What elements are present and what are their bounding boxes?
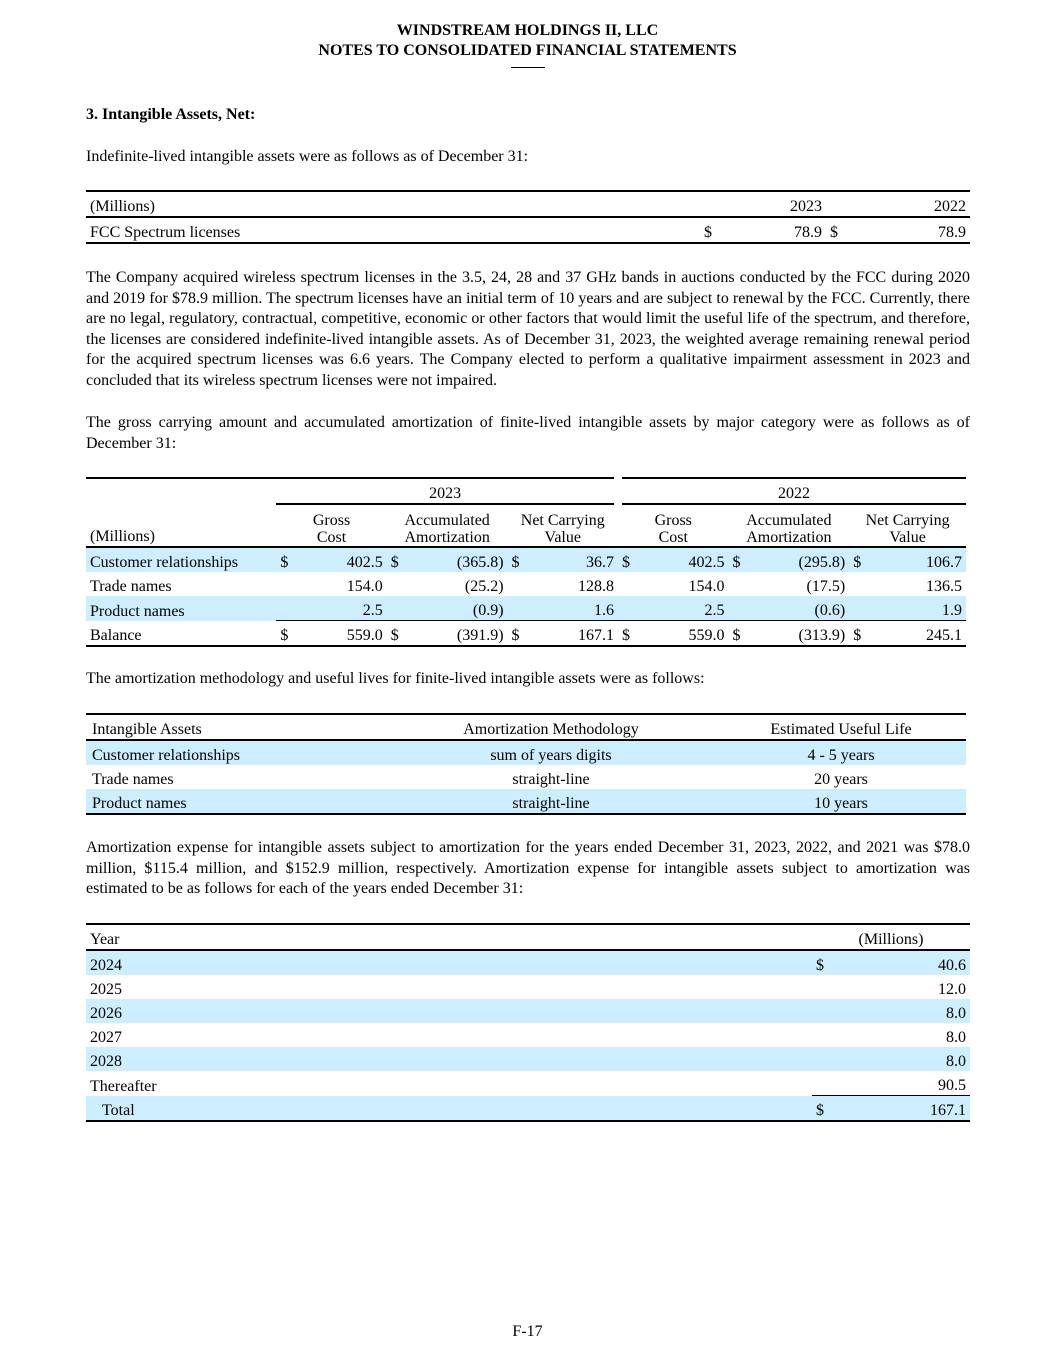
table-row: Customer relationships sum of years digits 4 - 5 years (86, 740, 966, 765)
finite-lived-assets-table (86, 477, 966, 647)
row-label: Balance (86, 621, 276, 647)
document-header (0, 21, 1055, 68)
table-header-row (86, 714, 966, 740)
header-intangible-assets: Intangible Assets (86, 714, 386, 740)
document-subtitle: NOTES TO CONSOLIDATED FINANCIAL STATEMENTS (318, 42, 737, 59)
year-header-row (86, 478, 966, 504)
table-row: Thereafter 90.5 (86, 1071, 970, 1096)
row-label: Customer relationships (86, 547, 276, 572)
accumulated-amortization-header: Accumulated Amortization (387, 504, 508, 547)
gross-cost-header: Gross Cost (618, 504, 728, 547)
unit-label: (Millions) (86, 191, 700, 217)
header-divider (511, 67, 545, 68)
section-title: 3. Intangible Assets, Net: (86, 106, 256, 123)
header-millions: (Millions) (812, 924, 970, 950)
accumulated-amortization-header: Accumulated Amortization (728, 504, 849, 547)
year-2022-header: 2022 (848, 191, 970, 217)
column-header-row (86, 504, 966, 547)
year-2023-header: 2023 (722, 191, 826, 217)
header-year: Year (86, 924, 812, 950)
row-label: Product names (86, 596, 276, 621)
table-row: 2025 12.0 (90, 981, 966, 998)
balance-row: Balance $ 559.0 $ (391.9) $ 167.1 $ 559.0 $ (313.9) $ 245.1 (86, 621, 966, 647)
net-carrying-value-header: Net Carrying Value (849, 504, 966, 547)
finite-lived-paragraph: The gross carrying amount and accumulated amortization of finite-lived intangible assets by major category were as follows as of December 31: (86, 414, 970, 452)
table-row: Product names straight-line 10 years (86, 789, 966, 814)
table-row: 2028 8.0 (86, 1047, 970, 1071)
estimated-amortization-table (86, 923, 970, 1122)
table-header-row (86, 191, 970, 217)
page-number: F-17 (512, 1323, 543, 1340)
currency-symbol: $ (826, 217, 848, 243)
year-2023-header: 2023 (276, 478, 618, 504)
methodology-paragraph: The amortization methodology and useful lives for finite-lived intangible assets were as follows: (86, 670, 705, 687)
table-row: Trade names straight-line 20 years (92, 771, 868, 788)
table-row: 2024 $ 40.6 (86, 950, 970, 975)
spectrum-paragraph: The Company acquired wireless spectrum licenses in the 3.5, 24, 28 and 37 GHz bands in auctions conducted by the FCC during 2020 and 2019 for $78.9 million. The spectrum licenses have an initial term of 10 years and are subject to renewal by the FCC. Currently, there are no legal, regulatory, contractual, competitive, economic or other factors that would limit the useful life of the spectrum, and therefore, the licenses are considered indefinite-lived intangible assets. As of December 31, 2023, the weighted average remaining renewal period for the acquired spectrum licenses was 6.6 years. The Company elected to perform a qualitative impairment assessment in 2023 and concluded that its wireless spectrum licenses were not impaired. (86, 269, 970, 389)
table-row (86, 217, 970, 243)
net-carrying-value-header: Net Carrying Value (508, 504, 618, 547)
table-row: Trade names 154.0 (25.2) 128.8 154.0 (17.5) 136.5 (86, 572, 966, 596)
company-name: WINDSTREAM HOLDINGS II, LLC (396, 22, 659, 39)
amortization-methodology-table (86, 713, 966, 815)
value-2023: 78.9 (722, 217, 826, 243)
year-2022-header: 2022 (618, 478, 966, 504)
header-estimated-useful-life: Estimated Useful Life (716, 714, 966, 740)
amortization-expense-paragraph: Amortization expense for intangible assets subject to amortization for the years ended December 31, 2023, 2022, and 2021 was $78.0 million, $115.4 million, and $152.9 million, respectively. Amortization expense for intangible assets subject to amortization was estimated to be as follows for each of the years ended December 31: (86, 839, 970, 898)
table-row: Product names 2.5 (0.9) 1.6 2.5 (0.6) 1.9 (86, 596, 966, 621)
table-header-row (86, 924, 970, 950)
row-label: FCC Spectrum licenses (86, 217, 700, 243)
table-row: 2027 8.0 (90, 1029, 966, 1046)
value-2022: 78.9 (848, 217, 970, 243)
gross-cost-header: Gross Cost (276, 504, 386, 547)
section-intro: Indefinite-lived intangible assets were as follows as of December 31: (86, 148, 529, 165)
row-label: Trade names (90, 578, 172, 595)
currency-symbol: $ (700, 217, 722, 243)
total-row: Total $ 167.1 (86, 1096, 970, 1122)
indefinite-lived-assets-table (86, 190, 970, 244)
table-row: Customer relationships $ 402.5 $ (365.8) $ 36.7 $ 402.5 $ (295.8) $ 106.7 (86, 547, 966, 572)
unit-label: (Millions) (86, 504, 276, 547)
table-row: 2026 8.0 (86, 999, 970, 1023)
header-amortization-methodology: Amortization Methodology (386, 714, 716, 740)
